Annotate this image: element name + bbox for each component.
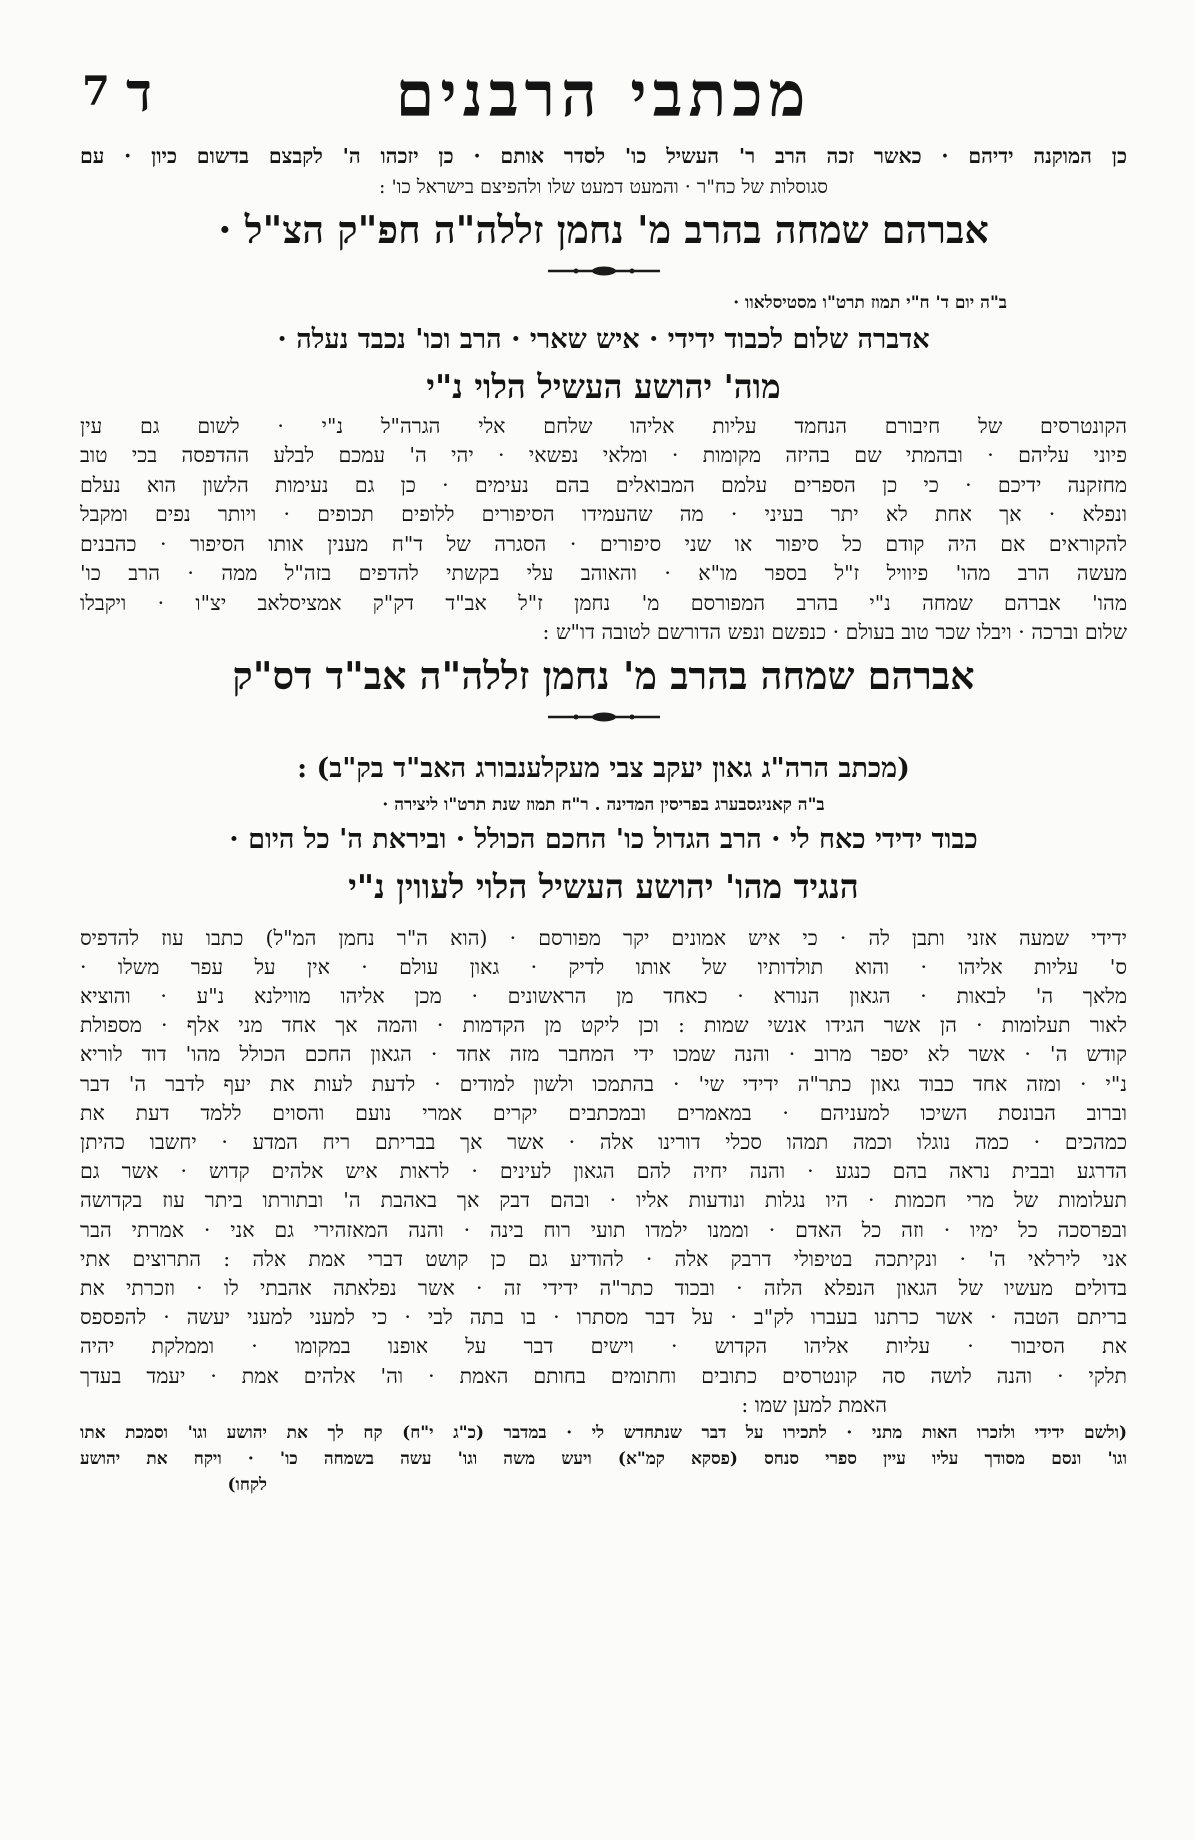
- intro-signature: אברהם שמחה בהרב מ' נחמן זללה"ה חפ"ק הצ"ל ·: [218, 206, 989, 252]
- body-line: כמהכים · כמה נוגלו וכמה תמהו סכלי דורינו אלה · אשר אך בבריתם ריח המדע · יחשבו כהיתן: [80, 1129, 1127, 1154]
- body-line: מחזקנה ידיכם · כי כן הספרים עלמם המבואלים בהם נעימים · כן גם נעימות הלשון הוא נעלם: [80, 472, 1127, 497]
- body-line: ונפלא · אך אחת לא יתר בעיני · מה שהעמידו הסיפורים ללופים תכופים · ויותר נפים ומקבל: [80, 502, 1127, 526]
- body-line: נ"י · ומזה אחד כבוד גאון כתר"ה ידידי שי' · בהתמכו ולשון למודים · לדעת לעות את יעף לדבר ה' דבר: [80, 1071, 1127, 1096]
- body-line: שלום וברכה · ויבלו שכר טוב בעולם · כנפשם ונפש הדורשם לטובה דו"ש :: [542, 620, 1127, 644]
- body-line: ובפרסכה כל ימיו · וזה כל האדם · וממנו ילמדו תועי רוח בינה · והנה המאזהירי גם אני · אמרתי הבר: [80, 1217, 1127, 1242]
- postscript-line: (ולשם ידידי ולזכרו האות מתני · לתכירו על דבר שנתחדש לי · במדבר (כ"ג י"ח) קח לך את יהושע וגו' וסמכת אתו: [80, 1422, 1127, 1443]
- ornament-divider: [544, 710, 664, 724]
- body-line: להקוראים אם היה קודם כל סיפור או שני סיפורים · הסגרה של ד"ח מענין אותו הסיפור · כהבנים: [80, 531, 1127, 556]
- letter-date: ב"ה יום ד' ח"י תמוז תרט"ו מסטיסלאוו ·: [733, 292, 1007, 313]
- body-line: תלקי · והנה לושה סה קונטרסים כתובים וחתומים בחותם האמת · וה' אלהים אמת · יעמד בעדך: [80, 1363, 1127, 1388]
- body-line: ידידי שמעה אזני ותבן לה · כי איש אמונים יקר מפורסם · (הוא ה"ר נחמן המ"ל) כתבו עוז להדפיס: [80, 925, 1127, 950]
- letter-1: [80, 288, 1127, 724]
- body-line: מהו' אברהם שמחה נ"י בהרב המפורסם מ' נחמן ז"ל אב"ד דק"ק אמציסלאב יצ"ו · ויקבלו: [80, 590, 1127, 615]
- body-line: בדולים מעשיו של הגאון הנפלא הלזה · ובכוד כתר"ה ידידי זה · אשר נפלאתה אהבתי לו · וזכרתי את: [80, 1275, 1127, 1300]
- ornament-divider: [544, 264, 664, 278]
- letter-addressee: הנגיד מהו' יהושע העשיל הלוי לעווין נ"י: [348, 866, 859, 906]
- body-line: האמת למען שמו :: [741, 1392, 887, 1417]
- page-number: 7: [82, 68, 110, 115]
- body-line: לאור תעלומות · הן אשר הגידו אנשי שמות : וכן ליקט מן הקדמות · והמה אך אחד מני אלף · מספולת: [80, 1013, 1127, 1038]
- postscript-line: וגו' ונסם מסודך עליו עיין ספרי סנחס (פסקא קמ"א) ויעש משה וגו' עשה בשמחה כו' · ויקח את יהושע: [80, 1448, 1127, 1469]
- letter-addressee: מוה' יהושע העשיל הלוי נ"י: [426, 366, 781, 406]
- letter-2: [80, 746, 1127, 1498]
- page-header: [80, 58, 1127, 142]
- body-line: אני לירלאי ה' · ונקיתכה בטיפולי דרבק אלה · להודיע גם כן קושט דברי אמת אלה : התרוצים אתי: [80, 1246, 1127, 1271]
- letter-date: ב"ה קאניגסבערג בפריסין המדינה . ר"ח תמוז שנת תרט"ו ליצירה ·: [382, 794, 825, 815]
- body-line: בריתם הטבה · אשר כרתנו בעברו לק"ב · על דבר מסתרו · בו בתה לבי · כי למעני למעני יעשה · להפספס: [80, 1305, 1127, 1330]
- letter-body: [80, 412, 1127, 648]
- intro-line: כן המוקנה ידיהם · כאשר זכה הרב ר' העשיל כו' לסדר אותם · כן יזכהו ה' לקבצם בדשום כיון · עם: [80, 144, 1127, 168]
- body-line: תעלומות של מרי חכמות · היו נגלות ונודעות אליו · ובהם דבק אך באהבת ה' ובתורתו ביתר עוז בקדושה: [80, 1188, 1127, 1213]
- body-line: מעשה הרב מהו' פיוויל ז"ל בספר מו"א · והאוהב עלי בקשתי להדפים בזה"ל ממה · הרב כו': [80, 561, 1127, 585]
- body-line: פיוני עליהם · ובהמתי שם בהיזה מקומות · ומלאי נפשאי · יהי ה' עמכם לבלע ההדפסה בכי טוב: [80, 443, 1127, 467]
- intro-line: סגוסלות של כח"ר · והמעט דמעט שלו ולהפיצם בישראל כו' :: [379, 175, 828, 198]
- hebrew-page-letter: ד: [126, 60, 152, 124]
- postscript-line: לקחו): [227, 1474, 267, 1495]
- letter-greeting: כבוד ידידי כאח לי · הרב הגדול כו' החכם הכולל · וביראת ה' כל היום ·: [229, 823, 978, 855]
- body-line: הדרגע ובבית נראה בהם כנגע · והנה יחיה להם הגאון לעינים · לראות איש אלהים קדוש · אשר גם: [80, 1159, 1127, 1184]
- body-line: הקונטרסים של חיבורם הנחמד עליות אליהו שלחם אלי הגרה"ל נ"י · לשום גם עין: [80, 413, 1127, 438]
- letter-greeting: אדברה שלום לכבוד ידידי · איש שארי · הרב וכו' נכבד נעלה ·: [277, 323, 930, 355]
- page-title: מכתבי הרבנים: [395, 58, 812, 131]
- body-line: מלאך ה' לבאות · הגאון הנורא · כאחד מן הראשונים · מכן אליהו מווילנא נ"ע · והוציא: [80, 983, 1127, 1008]
- body-line: ס' עליות אליהו · והוא תולדותיו של אותו לדיק · גאון עולם · אין על עפר משלו ·: [80, 954, 1127, 979]
- body-line: את הסיבור · עליות אליהו הקדוש · וישים דבר על אופנו במקומו · וממלקת יהיה: [80, 1334, 1127, 1359]
- letter-body: [80, 924, 1127, 1420]
- letter-title: (מכתב הרה"ג גאון יעקב צבי מעקלענבורג האב"ד בק"ב) :: [297, 752, 910, 784]
- body-line: קודש ה' · אשר לא יספר מרוב · והנה שמכו ידי המחבר מזה אחד · הגאון החכם הכולל מהו' דוד לוריא: [80, 1042, 1127, 1067]
- postscript: [80, 1420, 1127, 1498]
- letter-signature: אברהם שמחה בהרב מ' נחמן זללה"ה אב"ד דס"ק: [232, 652, 975, 698]
- intro-section: [80, 142, 1127, 278]
- body-line: וברוב הבונסת השיכו למעניהם · במאמרים ובמכתבים יקרים אמרי נועם והסוים ללמד דעת את: [80, 1100, 1127, 1125]
